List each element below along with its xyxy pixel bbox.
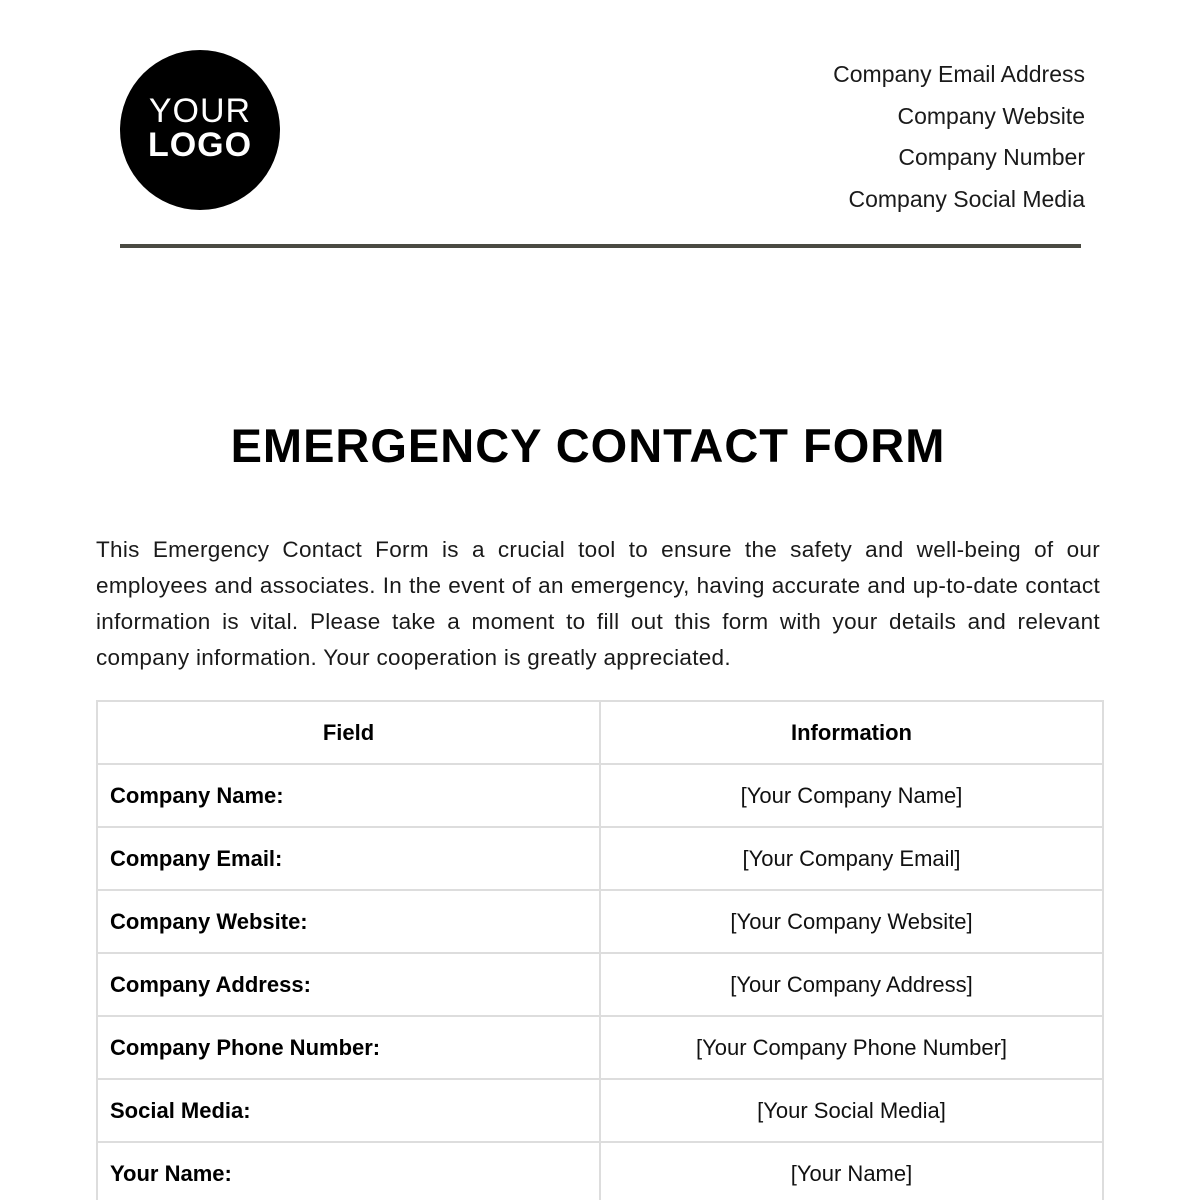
field-value[interactable]: [Your Company Website] bbox=[600, 890, 1103, 953]
field-value[interactable]: [Your Company Phone Number] bbox=[600, 1016, 1103, 1079]
company-number: Company Number bbox=[898, 144, 1085, 170]
table-header-row bbox=[97, 701, 1103, 764]
column-header-field: Field bbox=[97, 701, 600, 764]
field-label: Company Website: bbox=[97, 890, 600, 953]
column-header-information: Information bbox=[600, 701, 1103, 764]
field-label: Company Email: bbox=[97, 827, 600, 890]
field-value[interactable]: [Your Company Name] bbox=[600, 764, 1103, 827]
table-row bbox=[97, 953, 1103, 1016]
logo-text-bottom: LOGO bbox=[147, 126, 253, 164]
field-label: Your Name: bbox=[97, 1142, 600, 1200]
table-row bbox=[97, 764, 1103, 827]
table-row bbox=[97, 1016, 1103, 1079]
contact-form-table bbox=[96, 700, 1104, 1200]
table-row bbox=[97, 827, 1103, 890]
page-title: EMERGENCY CONTACT FORM bbox=[230, 419, 946, 472]
field-value[interactable]: [Your Name] bbox=[600, 1142, 1103, 1200]
field-label: Company Address: bbox=[97, 953, 600, 1016]
company-logo bbox=[120, 50, 280, 210]
field-value[interactable]: [Your Company Address] bbox=[600, 953, 1103, 1016]
field-value[interactable]: [Your Social Media] bbox=[600, 1079, 1103, 1142]
table-row bbox=[97, 1142, 1103, 1200]
logo-text-top: YOUR bbox=[148, 92, 252, 130]
intro-paragraph: This Emergency Contact Form is a crucial tool to ensure the safety and well-being of our employees and associates. In the event of an emergency, having accurate and up-to-date contact information is vital. Please take a moment to fill out this form with your details and relevant company information. Your cooperation is greatly appreciated. bbox=[96, 537, 1100, 670]
field-label: Company Name: bbox=[97, 764, 600, 827]
field-label: Company Phone Number: bbox=[97, 1016, 600, 1079]
company-website: Company Website bbox=[897, 102, 1085, 129]
field-label: Social Media: bbox=[97, 1079, 600, 1142]
table-row bbox=[97, 1079, 1103, 1142]
header-divider bbox=[120, 244, 1081, 248]
company-contact-block bbox=[833, 54, 1085, 220]
company-email-address: Company Email Address bbox=[833, 61, 1085, 87]
field-value[interactable]: [Your Company Email] bbox=[600, 827, 1103, 890]
company-social-media: Company Social Media bbox=[848, 185, 1085, 212]
table-row bbox=[97, 890, 1103, 953]
